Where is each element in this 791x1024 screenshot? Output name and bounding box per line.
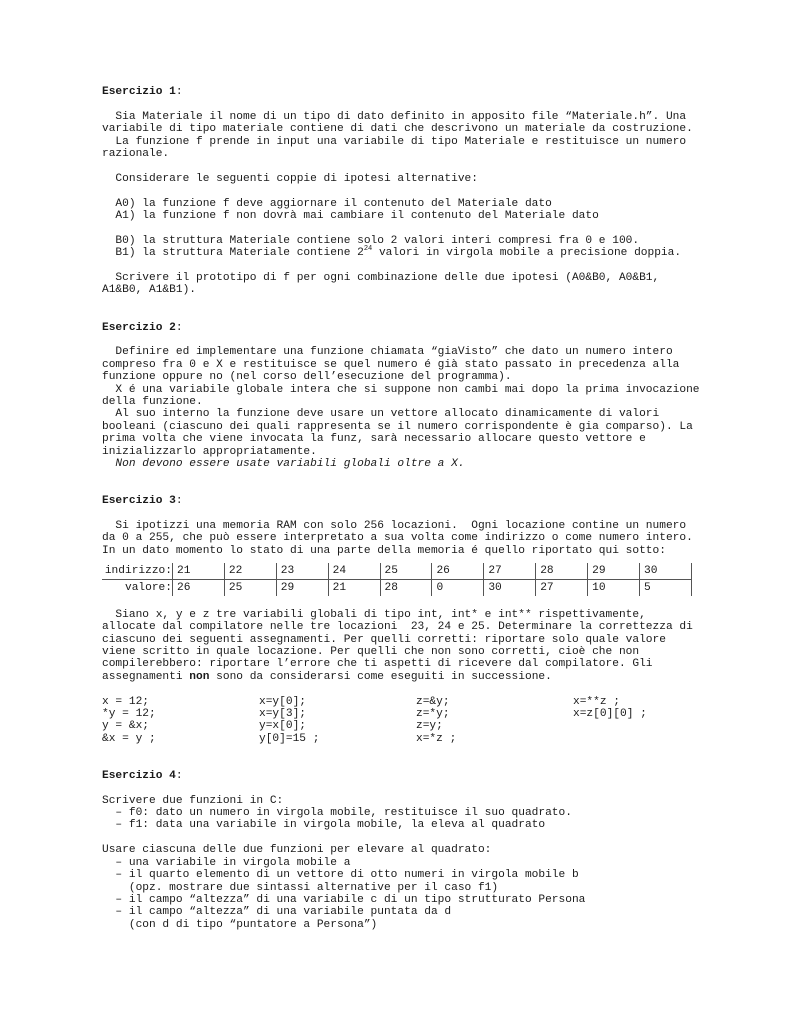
exercise-2-title: Esercizio 2: (102, 321, 183, 334)
assignment: z=&y; (416, 695, 450, 708)
value-cell: 27 (536, 580, 588, 597)
text-line: Si ipotizzi una memoria RAM con solo 256 locazioni. Ogni locazione contine un numero (102, 520, 687, 533)
hypothesis-line: A0) la funzione f deve aggiornare il contenuto del Materiale dato (102, 197, 552, 210)
text-line: Sia Materiale il nome di un tipo di dato definito in apposito file “Materiale.h”. Una (102, 110, 687, 123)
text-line: della funzione. (102, 396, 203, 409)
assignment: x=z[0][0] ; (573, 707, 647, 720)
assignment: x=y[0]; (259, 695, 306, 708)
exercise-1-task (102, 272, 692, 297)
assignments-grid (102, 696, 692, 746)
assignment: z=*y; (416, 707, 450, 720)
text-line: inizializzarlo appropriatamente. (102, 445, 317, 458)
text-line: – f1: data una variabile in virgola mobile, la eleva al quadrato (102, 819, 546, 832)
exercise-2-text (102, 346, 700, 458)
address-cell: 21 (172, 563, 224, 580)
assignment: z=y; (416, 720, 443, 733)
address-cell: 29 (588, 563, 640, 580)
hypothesis-b0: B0) la struttura Materiale contiene solo 2 valori interi compresi fra 0 e 100. (102, 234, 640, 247)
hypothesis-line: A1) la funzione f non dovrà mai cambiare il contenuto del Materiale dato (102, 210, 599, 223)
exercise-1-intro: Considerare le seguenti coppie di ipotesi alternative: (102, 172, 478, 185)
text-line: allocate dal compilatore nelle tre locazioni 23, 24 e 25. Determinare la correttezza di (102, 621, 693, 634)
assignment: x=**z ; (573, 695, 620, 708)
text-line: In un dato momento lo stato di una parte della memoria é quello riportato qui sotto: (102, 544, 666, 557)
text-line: – il quarto elemento di un vettore di otto numeri in virgola mobile b (102, 869, 579, 882)
assignment: y = &x; (102, 720, 149, 733)
value-row (102, 580, 692, 597)
assignment: y=x[0]; (259, 720, 306, 733)
value-cell: 25 (224, 580, 276, 597)
text-line: da 0 a 255, che può essere interpretato a sua volta come indirizzo o come numero intero. (102, 532, 693, 545)
address-cell: 28 (536, 563, 588, 580)
value-label: valore: (124, 582, 172, 595)
exercise-1-hypotheses-a (102, 198, 692, 223)
assignment: x=*z ; (416, 732, 457, 745)
assignment: x=y[3]; (259, 707, 306, 720)
value-cell: 21 (328, 580, 380, 597)
text-line: viene scritto in quale locazione. Per quelli che non sono corretti, cioè che non (102, 645, 640, 658)
text-line: Scrivere il prototipo di f per ogni combinazione delle due ipotesi (A0&B0, A0&B1, (102, 272, 660, 285)
text-line: Al suo interno la funzione deve usare un vettore allocato dinamicamente di valori (102, 408, 660, 421)
text-line: funzione oppure no (nel corso dell’esecuzione del programma). (102, 371, 512, 384)
text-line: Definire ed implementare una funzione chiamata “giaVisto” che dato un numero intero (102, 346, 673, 359)
assignment (573, 720, 693, 732)
address-cell: 22 (224, 563, 276, 580)
assignment: &x = y ; (102, 732, 156, 745)
memory-table (102, 563, 692, 596)
exercise-1-text (102, 111, 692, 161)
exercise-1-title: Esercizio 1: (102, 86, 183, 98)
text-line: La funzione f prende in input una variabile di tipo Materiale e restituisce un numero (102, 135, 687, 148)
value-cell: 30 (484, 580, 536, 597)
assignment (573, 733, 693, 745)
text-line: razionale. (102, 148, 170, 161)
exercise-3-title: Esercizio 3: (102, 495, 183, 508)
value-cell: 0 (432, 580, 484, 597)
text-line: Usare ciascuna delle due funzioni per elevare al quadrato: (102, 844, 492, 857)
exercise-4-title: Esercizio 4: (102, 769, 183, 782)
address-cell: 25 (380, 563, 432, 580)
address-cell: 30 (640, 563, 692, 580)
address-cell: 27 (484, 563, 536, 580)
address-cell: 26 (432, 563, 484, 580)
text-line: variabile di tipo materiale contiene di dati che descrivono un materiale da costruzione. (102, 123, 693, 136)
document-page (102, 86, 700, 931)
value-cell: 28 (380, 580, 432, 597)
text-line: – una variabile in virgola mobile a (102, 856, 351, 869)
value-cell: 26 (172, 580, 224, 597)
text-line: prima volta che viene invocata la funz, sarà necessario allocare questo vettore e (102, 433, 646, 446)
text-line: booleani (ciascuno dei quali rappresenta se il numero corrispondente è gia comparso). La (102, 420, 693, 433)
text-line: Siano x, y e z tre variabili globali di tipo int, int* e int** rispettivamente, (102, 608, 646, 621)
exercise-3-text-2 (102, 609, 692, 671)
assignment: *y = 12; (102, 707, 156, 720)
text-line: compilerebbero: riportare l’errore che ti aspetti di ricevere dal compilatore. Gli (102, 658, 653, 671)
exercise-4-text (102, 795, 692, 832)
text-line: Scrivere due funzioni in C: (102, 794, 284, 807)
assignment: y[0]=15 ; (259, 732, 320, 745)
text-line: – il campo “altezza” di una variabile c di un tipo strutturato Persona (102, 893, 586, 906)
text-line: X é una variabile globale intera che si suppone non cambi mai dopo la prima invocazione (102, 383, 700, 396)
text-line: – il campo “altezza” di una variabile puntata da d (102, 906, 452, 919)
text-line: A1&B0, A1&B1). (102, 284, 196, 297)
exercise-3-last-line: assegnamenti non sono da considerarsi come eseguiti in successione. (102, 670, 552, 683)
assignment: x = 12; (102, 695, 149, 708)
text-line: – f0: dato un numero in virgola mobile, restituisce il suo quadrato. (102, 807, 572, 820)
text-line: compreso fra 0 e X e restituisce se quel numero é già stato passato in precedenza alla (102, 358, 680, 371)
address-cell: 24 (328, 563, 380, 580)
exercise-4-text-2 (102, 844, 692, 931)
exercise-2-note: Non devono essere usate variabili globali oltre a X. (102, 458, 465, 471)
value-cell: 5 (640, 580, 692, 597)
text-line: ciascuno dei seguenti assegnamenti. Per quelli corretti: riportare solo quale valore (102, 633, 666, 646)
address-row (102, 563, 692, 580)
hypothesis-b1: B1) la struttura Materiale contiene $2^{24}$ valori in virgola mobile a precisione doppia. (102, 245, 682, 260)
address-cell: 23 (276, 563, 328, 580)
value-cell: 29 (276, 580, 328, 597)
text-line: (con d di tipo “puntatore a Persona”) (102, 918, 378, 931)
address-label: indirizzo: (102, 563, 172, 580)
text-line: (opz. mostrare due sintassi alternative per il caso f1) (102, 881, 499, 894)
exercise-3-text (102, 520, 692, 557)
value-cell: 10 (588, 580, 640, 597)
